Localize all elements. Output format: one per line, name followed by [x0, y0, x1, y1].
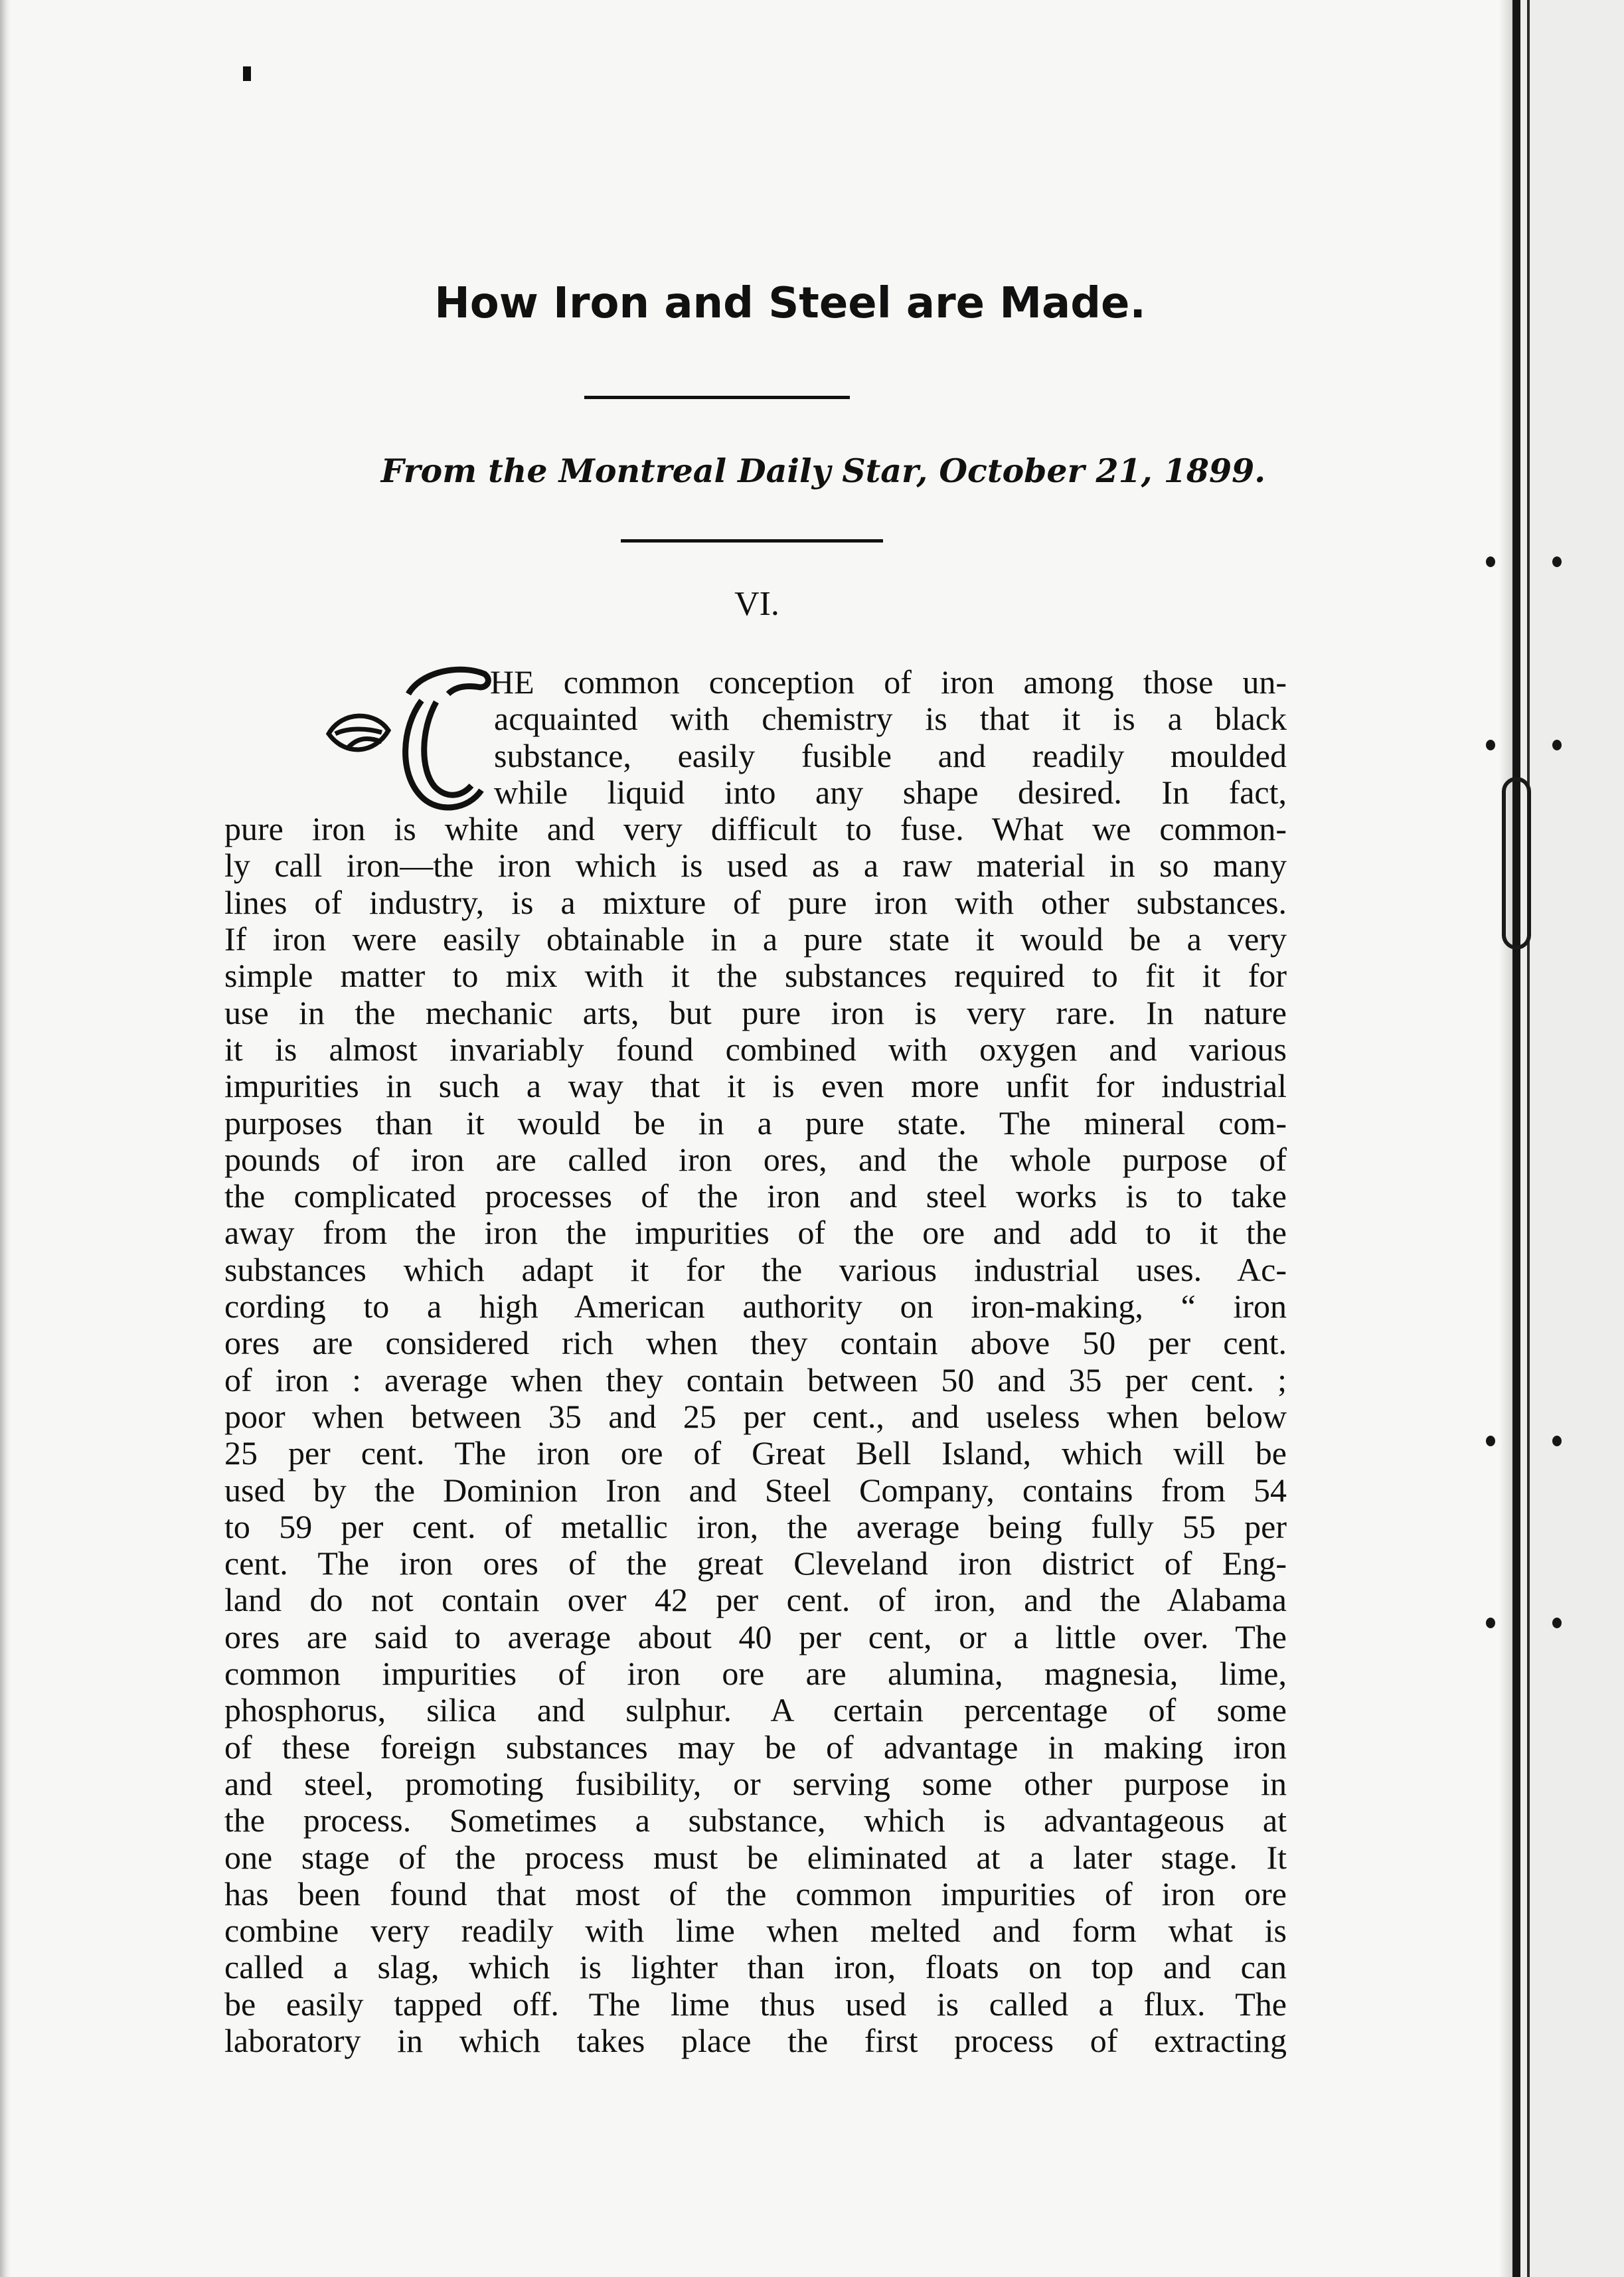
corner-mark [243, 66, 251, 81]
text-line: lines of industry, is a mixture of pure iron with other substances. [224, 883, 1287, 921]
binding-mark [1486, 1618, 1495, 1628]
text-line: used by the Dominion Iron and Steel Company, contains from 54 [224, 1471, 1287, 1509]
text-line: substance, easily fusible and readily moulded [494, 736, 1287, 774]
binding-mark [1552, 740, 1562, 750]
text-line: of iron : average when they contain between 50 and 35 per cent. ; [224, 1361, 1287, 1398]
adjacent-page-edge [1527, 0, 1530, 2277]
text-line: while liquid into any shape desired. In fact, [494, 773, 1287, 811]
article-body [224, 664, 1287, 2059]
text-line: one stage of the process must be eliminated at a later stage. It [224, 1838, 1287, 1876]
spine-shadow [1499, 0, 1512, 2277]
text-line: acquainted with chemistry is that it is a black [494, 700, 1287, 738]
text-line: If iron were easily obtainable in a pure state it would be a very [224, 920, 1287, 958]
binding-mark [1486, 740, 1495, 750]
binding-clip [1502, 777, 1531, 950]
text-line: pure iron is white and very difficult to fuse. What we common- [224, 810, 1287, 848]
text-line: of these foreign substances may be of advantage in making iron [224, 1728, 1287, 1766]
text-line: and steel, promoting fusibility, or serving some other purpose in [224, 1764, 1287, 1802]
binding-mark [1552, 1436, 1562, 1446]
book-spine [1512, 0, 1520, 2277]
text-line: purposes than it would be in a pure state. The mineral com- [224, 1104, 1287, 1141]
section-number: VI. [734, 585, 779, 623]
text-line: common impurities of iron ore are alumina, magnesia, lime, [224, 1655, 1287, 1693]
text-line: it is almost invariably found combined with oxygen and various [224, 1030, 1287, 1068]
text-line: to 59 per cent. of metallic iron, the average being fully 55 per [224, 1507, 1287, 1545]
text-line: land do not contain over 42 per cent. of iron, and the Alabama [224, 1581, 1287, 1619]
text-line: ly call iron—the iron which is used as a raw material in so many [224, 847, 1287, 885]
text-line: poor when between 35 and 25 per cent., and useless when below [224, 1397, 1287, 1435]
text-line: away from the iron the impurities of the ore and add to it the [224, 1214, 1287, 1252]
text-line: impurities in such a way that it is even more unfit for industrial [224, 1067, 1287, 1105]
adjacent-page [1520, 0, 1624, 2277]
title-rule [584, 396, 850, 399]
source-line: From the Montreal Daily Star, October 21, 1899. [380, 452, 1266, 490]
text-line: ores are said to average about 40 per cent, or a little over. The [224, 1618, 1287, 1655]
text-line: ores are considered rich when they contain above 50 per cent. [224, 1324, 1287, 1362]
text-line: called a slag, which is lighter than iron, floats on top and can [224, 1948, 1287, 1986]
text-line: cording to a high American authority on iron-making, “ iron [224, 1288, 1287, 1325]
text-line: combine very readily with lime when melted and form what is [224, 1912, 1287, 1950]
text-line: simple matter to mix with it the substances required to fit it for [224, 957, 1287, 995]
page-title: How Iron and Steel are Made. [434, 279, 1146, 328]
binding-mark [1552, 556, 1562, 567]
text-line: phosphorus, silica and sulphur. A certain percentage of some [224, 1691, 1287, 1729]
text-line: 25 per cent. The iron ore of Great Bell Island, which will be [224, 1434, 1287, 1472]
text-line: substances which adapt it for the various industrial uses. Ac- [224, 1250, 1287, 1288]
source-rule [621, 539, 883, 543]
left-page-edge [0, 0, 11, 2277]
text-line: laboratory in which takes place the first process of extracting [224, 2021, 1287, 2059]
binding-mark [1552, 1618, 1562, 1628]
text-line: the process. Sometimes a substance, which is advantageous at [224, 1802, 1287, 1839]
text-line: use in the mechanic arts, but pure iron is very rare. In nature [224, 993, 1287, 1031]
binding-mark [1486, 556, 1495, 567]
text-line: has been found that most of the common impurities of iron ore [224, 1875, 1287, 1912]
text-line: be easily tapped off. The lime thus used is called a flux. The [224, 1985, 1287, 2023]
text-line: pounds of iron are called iron ores, and the whole purpose of [224, 1140, 1287, 1178]
text-line: the complicated processes of the iron and steel works is to take [224, 1177, 1287, 1215]
drop-cap-letter: T [322, 654, 323, 655]
text-line: HE common conception of iron among those un- [490, 663, 1287, 701]
binding-mark [1486, 1436, 1495, 1446]
text-line: cent. The iron ores of the great Cleveland iron district of Eng- [224, 1545, 1287, 1582]
